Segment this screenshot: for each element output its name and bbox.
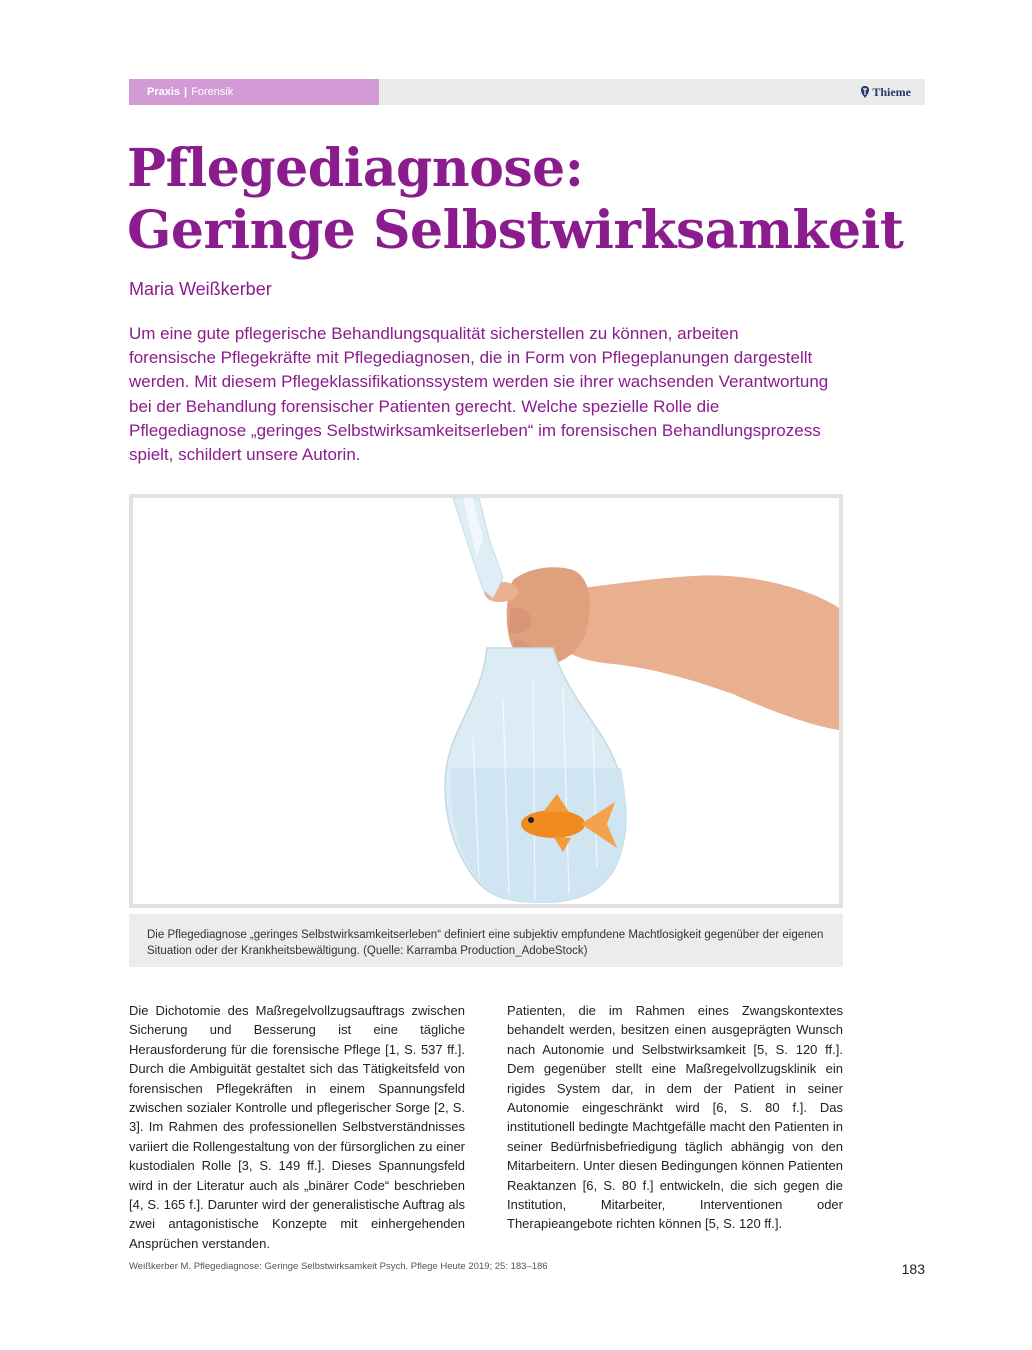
page-number: 183 [901,1261,925,1277]
publisher-brand [860,79,911,105]
section-tag [129,79,379,105]
article-title [127,138,907,262]
title-line-2: Geringe Selbstwirksamkeit [127,200,904,261]
goldfish-bag-illustration [133,498,839,904]
figure-caption: Die Pflegediagnose „geringes Selbstwirksamkeitserleben“ definiert eine subjektiv empfundene Machtlosigkeit gegenüber der eigenen Situation oder der Krankheitsbewältigung. (Quelle: Karramba Production_AdobeStock) [129,914,843,967]
author-name: Maria Weißkerber [129,279,272,299]
footer-citation: Weißkerber M. Pflegediagnose: Geringe Selbstwirksamkeit Psych. Pflege Heute 2019; 25: 183–186 [129,1261,548,1272]
figure-image [129,494,843,908]
thieme-logo-icon [860,86,870,98]
title-line-1: Pflegediagnose: [127,138,584,199]
lead-paragraph [129,322,829,467]
running-header [129,79,925,105]
lead-text: Um eine gute pflegerische Behandlungsqualität sicherstellen zu können, arbeiten forensische Pflegekräfte mit Pflegediagnosen, die in Form von Pflegeplanungen dargestellt werden. Mit diesem Pflegeklassifikationssystem werden sie ihrer wachsenden Verantwortung bei der Behandlung forensischer Patienten gerecht. Welche spezielle Rolle die Pflegediagnose „geringes Selbstwirksamkeitserleben“ im forensischen Behandlungsprozess spielt, schildert unsere Autorin. [129,324,829,465]
section-separator: | [184,86,188,98]
section-label: Praxis [147,86,181,98]
subsection-label: Forensik [191,86,234,98]
brand-name: Thieme [872,85,911,99]
body-column-left [129,1001,465,1253]
body-paragraph: Patienten, die im Rahmen eines Zwangskontextes behandelt werden, besitzen einen ausgeprägten Wunsch nach Autonomie und Selbstwirksamkeit [5, S. 120 ff.]. Dem gegenüber stellt eine Maßregelvollzugsklinik ein rigides System dar, in dem der Patient in seiner Autonomie eingeschränkt wird [6, S. 80 f.]. Das institutionell bedingte Machtgefälle macht den Patienten in seiner Bedürfnisbefriedigung täglich abhängig von den Mitarbeitern. Unter diesen Bedingungen können Patienten Reaktanzen [6, S. 80 f.] entwickeln, die sich gegen die Institution, Mitarbeiter, Interventionen oder Therapieangebote richten können [5, S. 120 ff.]. [507,1003,843,1232]
body-column-right [507,1001,843,1234]
body-paragraph: Die Dichotomie des Maßregelvollzugsauftrags zwischen Sicherung und Besserung ist eine tägliche Herausforderung für die forensische Pflege [1, S. 537 ff.]. Durch die Ambiguität gestaltet sich das Tätigkeitsfeld von forensischen Pflegekräften in einem Spannungsfeld zwischen sozialer Kontrolle und pflegerischer Sorge [2, S. 3]. Im Rahmen des professionellen Selbstverständnisses variiert die Rollengestaltung von der fürsorglichen zu einer kustodialen Rolle [3, S. 149 ff.]. Dieses Spannungsfeld wird in der Literatur auch als „binärer Code“ beschrieben [4, S. 165 f.]. Darunter wird der generalistische Auftrag als zwei antagonistische Konzepte mit einhergehenden Ansprüchen verstanden. [129,1003,465,1251]
